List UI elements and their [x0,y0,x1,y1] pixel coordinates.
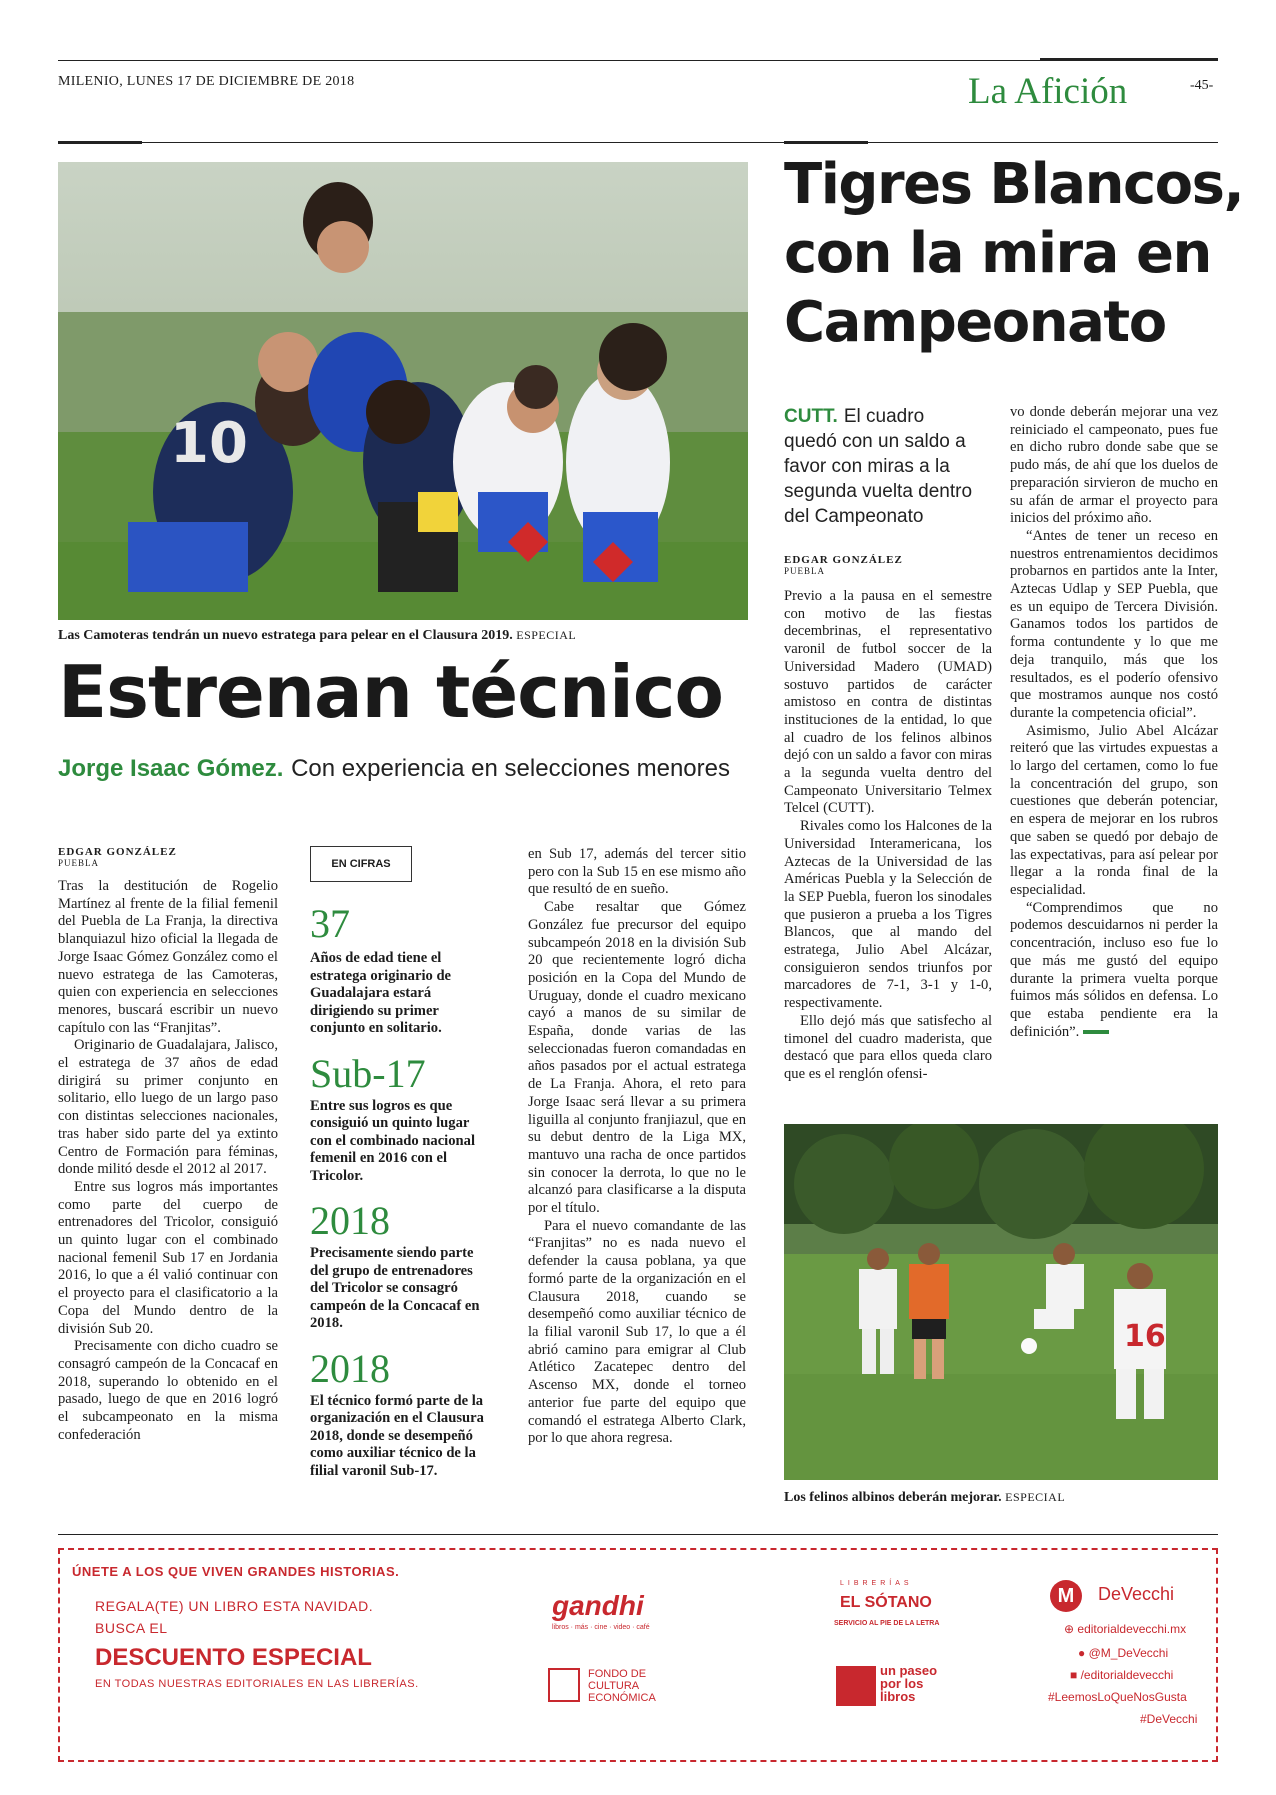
deck-left: Jorge Isaac Gómez. Con experiencia en selecciones menores [58,755,730,782]
ad-line-2: BUSCA EL [95,1620,168,1636]
byline-left: EDGAR GONZÁLEZ [58,846,177,858]
ad-hashtag-1: #LeemosLoQueNosGusta [1048,1690,1187,1704]
photo-caption-left: Las Camoteras tendrán un nuevo estratega para pelear en el Clausura 2019. ESPECIAL [58,628,577,643]
article-right-column-1: Previo a la pausa en el semestre con motivo de las fiestas decembrinas, el representativo varonil de futbol soccer de la Universidad Madero (UMAD) sostuvo partidos de carácter amistoso en contra de distintas instituciones de la entidad, lo que al cuadro de los felinos albinos dejó con un saldo a favor con miras a la segunda vuelta dentro del Campeonato Universitario Telmex Telcel (CUTT). Rivales como los Halcones de la Universidad Interamericana, los Aztecas de la Universidad de las Américas Puebla y la Selección de la SEP Puebla, fueron los sinodales que pusieron a prueba a los Tigres Blancos, que al mando del estratega, Julio Abel Alcázar, consiguieron sendos triunfos por marcadores de 7-1, 3-1 y 1-0, respectivamente. Ello dejó más que satisfecho al timonel del cuadro maderista, que destacó que para ellos queda claro que es el renglón ofensi- [784,588,992,1082]
team-celebration-photo [58,162,748,620]
paseo-logo-icon [836,1666,876,1706]
paseo-logo: un paseo por los libros [880,1663,938,1704]
section-title: La Afición [968,71,1128,112]
byline-location-right: PUEBLA [784,566,826,576]
sotano-sub: SERVICIO AL PIE DE LA LETRA [834,1620,940,1627]
deck-right: CUTT. El cuadro quedó con un saldo a favor con miras a la segunda vuelta dentro del Campeonato [784,406,973,527]
ad-tagline: ÚNETE A LOS QUE VIVEN GRANDES HISTORIAS. [72,1564,400,1579]
sotano-logo: EL SÓTANO [840,1594,932,1611]
headline-right: Tigres Blancos, con la mira en Campeonato [784,152,1244,355]
fce-logo-icon [548,1668,580,1702]
svg-text:16: 16 [1124,1319,1166,1354]
ad-facebook: ■ /editorialdevecchi [1070,1668,1174,1682]
svg-text:10: 10 [170,411,248,476]
byline-right: EDGAR GONZÁLEZ [784,554,903,566]
article-column-3: en Sub 17, además del tercer sitio pero con la Sub 15 en ese mismo año que resultó de en sueño. Cabe resaltar que Gómez González fue precursor del equipo subcampeón 2018 en la división Sub 20 que recientemente logró dicha posición en la Copa del Mundo de Uruguay, donde el cuadro mexicano cayó a manos de su similar de España, donde varias de las seleccionadas fueron comandadas en años pasados por el actual estratega de La Franja. Ahora, el reto para Jorge Isaac será llevar a su primera liguilla al conjunto franjiazul, que en su debut dentro de la Liga MX, mantuvo una racha de once partidos sin conocer la derrota, lo que no le alcanzó para clasificarse a la disputa por el título. Para el nuevo comandante de las “Franjitas” no es nada nuevo el defender la causa poblana, ya que formó parte de la organización en el Clausura 2018, cuando se desempeñó como auxiliar técnico de la filial varonil Sub 17, lo que a él abrió camino para emigrar al Club Atlético Zacatepec dentro del Ascenso MX, donde el torneo anterior fue parte del equipo que comandó el estratega Alberto Clark, por lo que ahora regresa. [528,846,746,1447]
ad-line-3: DESCUENTO ESPECIAL [95,1644,372,1671]
cifras-item: 2018 Precisamente siendo parte del grupo de entrenadores del Tricolor se consagró campeón de la Concacaf en 2018. [310,1198,480,1331]
page-number: -45- [1190,78,1214,93]
milenio-m-icon: M [1050,1580,1082,1612]
header-date: MILENIO, LUNES 17 DE DICIEMBRE DE 2018 [58,74,355,89]
en-cifras-label: EN CIFRAS [310,846,412,882]
devecchi-logo: DeVecchi [1098,1584,1175,1604]
facebook-icon: ■ [1070,1668,1081,1682]
ad-line-4: EN TODAS NUESTRAS EDITORIALES EN LAS LIBRERÍAS. [95,1678,419,1690]
twitter-icon: ● [1078,1646,1089,1660]
sotano-top: LIBRERÍAS [840,1580,913,1587]
ad-web: ⊕ editorialdevecchi.mx [1064,1622,1187,1636]
cifras-item: Sub-17 Entre sus logros es que consiguió un quinto lugar con el combinado nacional femenil en 2016 con el Tricolor. [310,1050,476,1184]
gandhi-logo: gandhi [552,1590,644,1621]
ad-hashtag-2: #DeVecchi [1140,1712,1198,1726]
globe-icon: ⊕ [1064,1622,1078,1636]
article-right-column-2: vo donde deberán mejorar una vez reiniciado el campeonato, pues fue en dicho rubro donde sabe que se pudo más, de ahí que los duelos de preparación sirvieron de mucho en su afán de armar el proyecto para inicios del próximo año. “Antes de tener un receso en nuestros entrenamientos decidimos probarnos en partidos ante la Inter, Aztecas Udlap y SEP Puebla, que es un equipo de Tercera División. Ganamos todos los partidos de forma contundente y lo que me deja tranquilo, más que los resultados, es el poderío ofensivo que mostramos aunque nos costó durante la competencia oficial”. Asimismo, Julio Abel Alcázar reiteró que las virtudes expuestas a lo largo del certamen, como lo fue la concentración del grupo, son cuestiones que deberán potenciar, en espera de mejorar en los rubros que saben se quedó por debajo de las expectativas, para así pelear por llegar a la ronda final de la especialidad. “Comprendimos que no podemos descuidarnos ni perder la concentración, incluso eso fue lo que más me gustó del equipo durante la primera vuelta porque fuimos más sólidos en defensa. Lo que estaba pendiente era la definición”. [1010,404,1218,1040]
cifras-item: 37 Años de edad tiene el estratega originario de Guadalajara estará dirigiendo su primer conjunto en solitario. [310,901,452,1036]
article-column-1: Tras la destitución de Rogelio Martínez al frente de la filial femenil del Puebla de La Franja, la directiva blanquiazul hizo oficial la llegada de Jorge Isaac Gómez González como el nuevo estratega de las Camoteras, quien con experiencia en selecciones menores, buscará escribir un nuevo capítulo con las “Franjitas”. Originario de Guadalajara, Jalisco, el estratega de 37 años de edad dirigirá su primer conjunto en solitario, ello luego de un largo paso con distintas selecciones nacionales, tras haber sido parte del ya extinto Centro de Formación para féminas, donde militó desde el 2012 al 2017. Entre sus logros más importantes como parte del cuerpo de entrenadores del Tricolor, consiguió un quinto lugar con el combinado nacional femenil Sub 17 en Jordania 2016, lo que a él valió continuar con el proyecto para el clasificatorio a la Copa del Mundo dentro de la división Sub 20. Precisamente con dicho cuadro se consagró campeón de la Concacaf en 2018, superando lo obtenido en el pasado, luego de que en 2016 logró el subcampeonato en la misma confederación [58,878,278,1443]
ad-line-1: REGALA(TE) UN LIBRO ESTA NAVIDAD. [95,1598,374,1614]
byline-location-left: PUEBLA [58,858,100,868]
soccer-match-photo [784,1124,1218,1480]
fce-logo: FONDO DE CULTURA ECONÓMICA [588,1668,656,1704]
end-mark [1083,1030,1109,1034]
cifras-item: 2018 El técnico formó parte de la organización en el Clausura 2018, donde se desempeñó como auxiliar técnico de la filial varonil Sub-17. [310,1345,484,1479]
gandhi-sub: libros · más · cine · video · café [552,1624,650,1631]
photo-caption-right: Los felinos albinos deberán mejorar. ESPECIAL [784,1490,1066,1505]
ad-twitter: ● @M_DeVecchi [1078,1646,1169,1660]
headline-left: Estrenan técnico [58,650,723,734]
